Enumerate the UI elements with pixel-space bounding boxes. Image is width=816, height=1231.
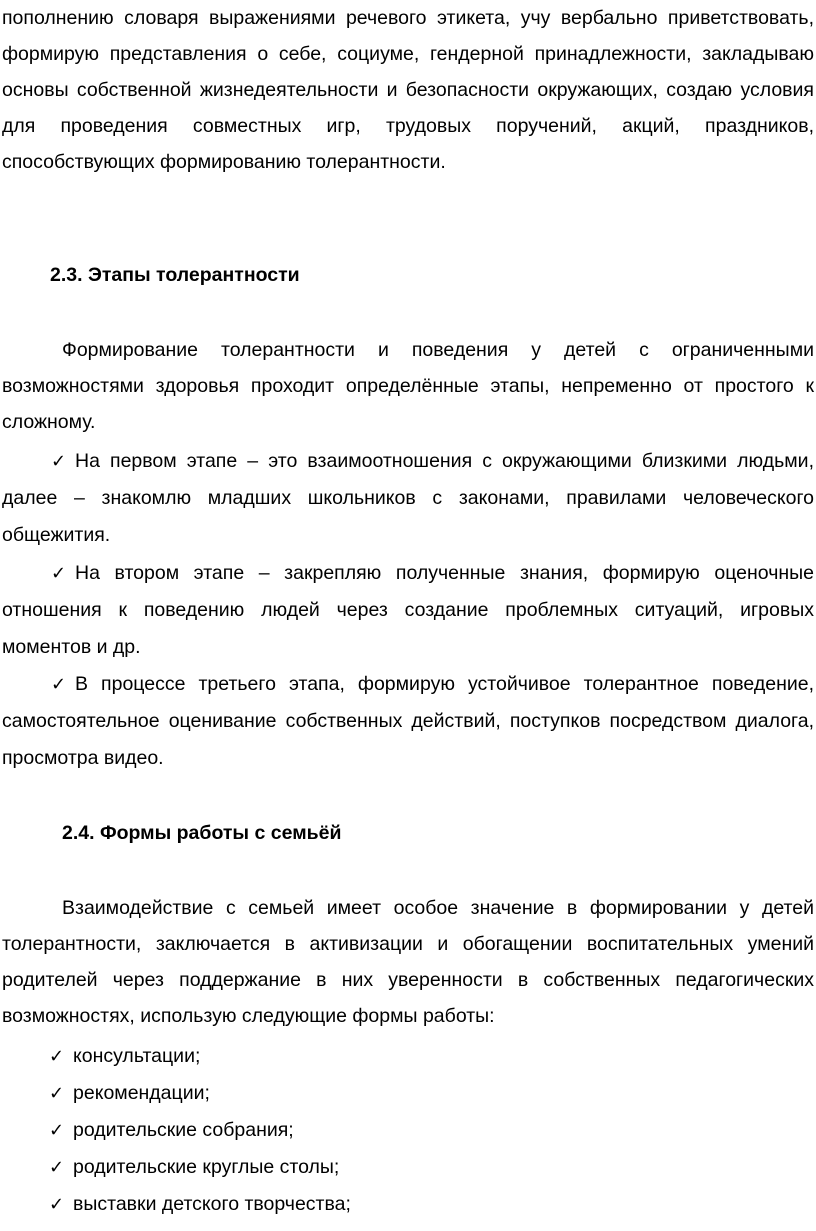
section-2-4-lead: Взаимодействие с семьей имеет особое значение в формировании у детей толерантности, заключается в активизации и обогащении воспитательных умений родителей через поддержание в них уверенности в собственных педагогических возможностях, использую следующие формы работы: (2, 897, 814, 1027)
check-mark-icon: ✓ (49, 1120, 65, 1140)
stage-text: На втором этапе – закрепляю полученные знания, формирую оценочные отношения к поведению людей через создание проблемных ситуаций, игровых моментов и др. (2, 562, 814, 658)
stage-text: На первом этапе – это взаимоотношения с окружающими близкими людьми, далее – знакомлю младших школьников с законами, правилами человеческого общежития. (2, 450, 814, 546)
list-item (49, 1186, 351, 1223)
stage-item (2, 555, 814, 666)
list-item (49, 1075, 351, 1112)
check-mark-icon: ✓ (49, 1194, 65, 1214)
stage-item (2, 443, 814, 554)
stage-text: В процессе третьего этапа, формирую устойчивое толерантное поведение, самостоятельное оценивание собственных действий, поступков посредством диалога, просмотра видео. (2, 673, 814, 769)
list-item-text: выставки детского творчества; (73, 1193, 351, 1215)
check-mark-icon: ✓ (49, 1046, 65, 1066)
list-item (49, 1112, 351, 1149)
list-item-text: родительские собрания; (73, 1119, 294, 1141)
list-item-text: рекомендации; (73, 1082, 210, 1104)
list-item-text: консультации; (73, 1045, 201, 1067)
list-item (49, 1038, 351, 1075)
intro-paragraph: пополнению словаря выражениями речевого этикета, учу вербально приветствовать, формирую представления о себе, социуме, гендерной принадлежности, закладываю основы собственной жизнедеятельности и безопасности окружающих, создаю условия для проведения совместных игр, трудовых поручений, акций, праздников, способствующих формированию толерантности. (2, 7, 814, 173)
section-2-3-lead: Формирование толерантности и поведения у детей с ограниченными возможностями здоровья проходит определённые этапы, непременно от простого к сложному. (2, 339, 814, 433)
work-forms-list (49, 1038, 351, 1223)
list-item (49, 1149, 351, 1186)
check-mark-icon: ✓ (51, 674, 67, 694)
check-mark-icon: ✓ (51, 451, 67, 471)
section-2-3-title: 2.3. Этапы толерантности (50, 264, 300, 286)
check-mark-icon: ✓ (51, 563, 67, 583)
stage-item (2, 666, 814, 777)
check-mark-icon: ✓ (49, 1157, 65, 1177)
check-mark-icon: ✓ (49, 1083, 65, 1103)
list-item-text: родительские круглые столы; (73, 1156, 340, 1178)
section-2-4-title: 2.4. Формы работы с семьёй (62, 822, 342, 844)
